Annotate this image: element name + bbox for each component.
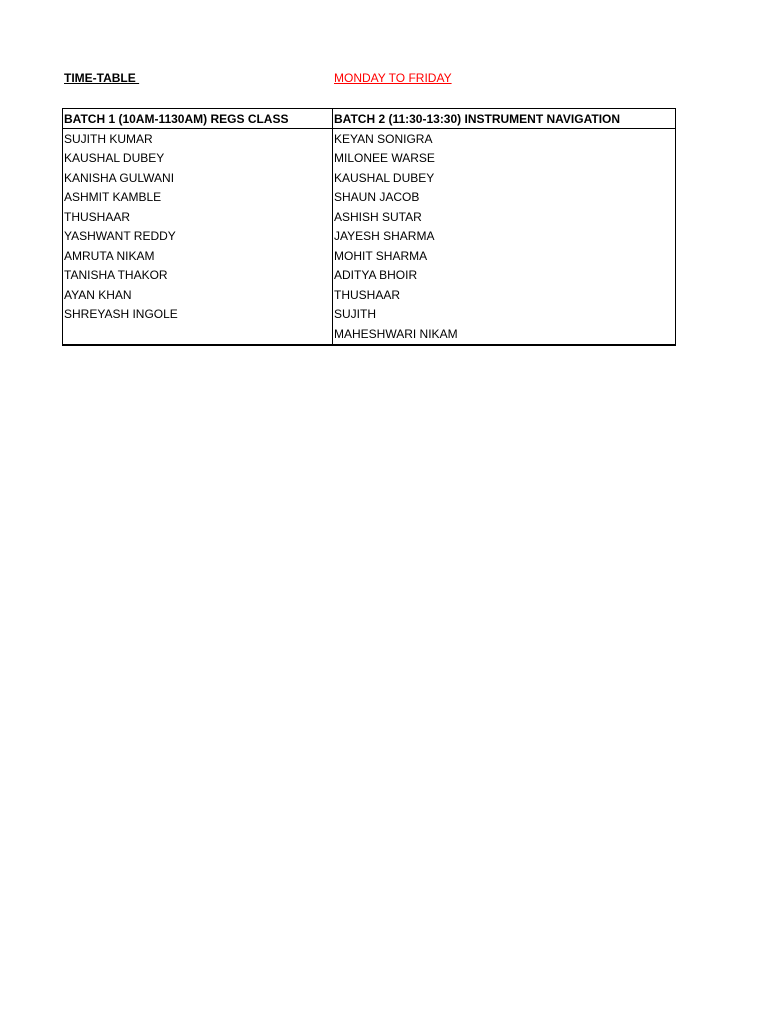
table-header-row (63, 109, 676, 129)
batch-1-cell: YASHWANT REDDY (63, 227, 333, 247)
batch-1-cell: THUSHAAR (63, 207, 333, 227)
days-label: MONDAY TO FRIDAY (334, 71, 452, 85)
table-row (63, 207, 676, 227)
table-row (63, 324, 676, 345)
batch-2-cell: JAYESH SHARMA (333, 227, 676, 247)
table-row (63, 266, 676, 286)
batch-2-header: BATCH 2 (11:30-13:30) INSTRUMENT NAVIGATION (333, 109, 676, 129)
batch-1-cell: TANISHA THAKOR (63, 266, 333, 286)
batch-1-cell (63, 324, 333, 345)
batch-2-cell: MILONEE WARSE (333, 149, 676, 169)
batch-table (62, 108, 676, 346)
table-row (63, 246, 676, 266)
batch-1-cell: SUJITH KUMAR (63, 129, 333, 149)
table-row (63, 305, 676, 325)
batch-1-cell: AYAN KHAN (63, 285, 333, 305)
batch-1-cell: KAUSHAL DUBEY (63, 149, 333, 169)
table-row (63, 188, 676, 208)
timetable-title: TIME-TABLE (64, 71, 140, 85)
batch-1-header: BATCH 1 (10AM-1130AM) REGS CLASS (63, 109, 333, 129)
batch-1-cell: ASHMIT KAMBLE (63, 188, 333, 208)
table-row (63, 149, 676, 169)
table-row (63, 168, 676, 188)
batch-2-cell: KAUSHAL DUBEY (333, 168, 676, 188)
table-row (63, 129, 676, 149)
batch-1-cell: SHREYASH INGOLE (63, 305, 333, 325)
batch-1-cell: AMRUTA NIKAM (63, 246, 333, 266)
batch-2-cell: SHAUN JACOB (333, 188, 676, 208)
batch-1-cell: KANISHA GULWANI (63, 168, 333, 188)
batch-2-cell: SUJITH (333, 305, 676, 325)
batch-2-cell: ASHISH SUTAR (333, 207, 676, 227)
batch-2-cell: MAHESHWARI NIKAM (333, 324, 676, 345)
batch-2-cell: ADITYA BHOIR (333, 266, 676, 286)
batch-2-cell: MOHIT SHARMA (333, 246, 676, 266)
batch-2-cell: THUSHAAR (333, 285, 676, 305)
table-row (63, 285, 676, 305)
batch-2-cell: KEYAN SONIGRA (333, 129, 676, 149)
table-row (63, 227, 676, 247)
